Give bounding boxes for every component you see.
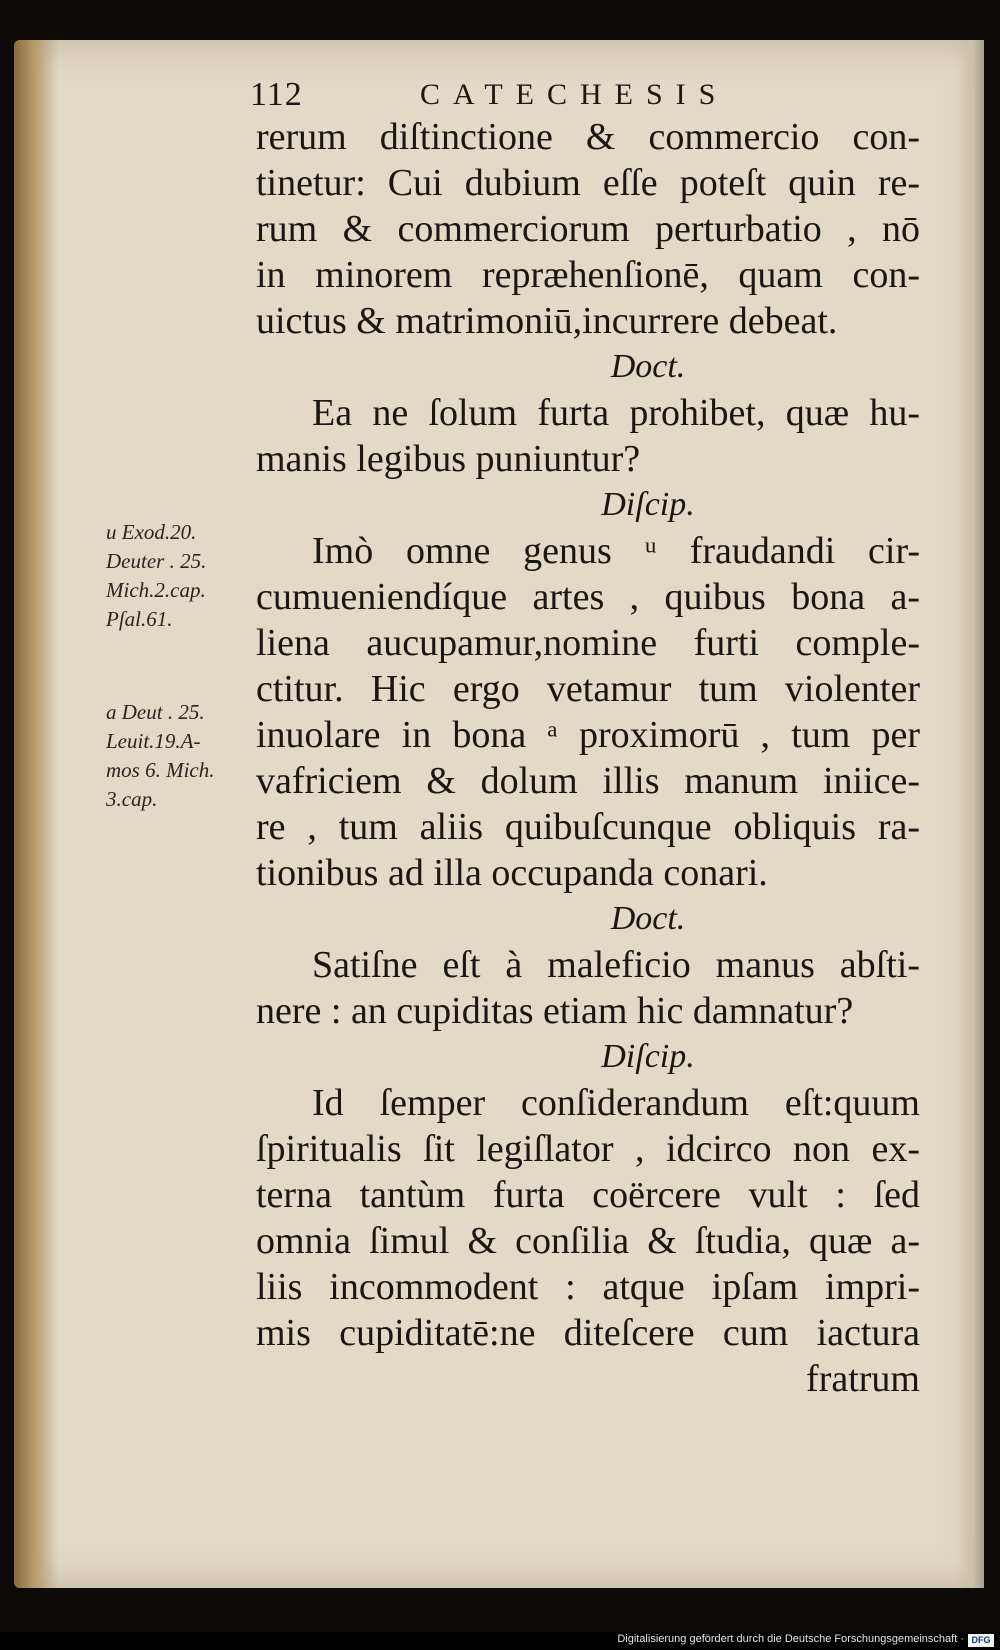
marginal-line: 3.cap.: [106, 787, 158, 811]
marginal-line: Mich.2.cap.: [106, 578, 206, 602]
speaker-label: Doct.: [610, 348, 686, 385]
catchword: fratrum: [806, 1358, 920, 1400]
text-line: liis incommodent : atque ipſam impri-: [256, 1266, 920, 1308]
text-line: vafriciem & dolum illis manum iniice-: [256, 760, 920, 802]
marginal-line: u Exod.20.: [106, 520, 197, 544]
text-line: terna tantùm furta coërcere vult : ſed: [256, 1174, 920, 1216]
text-line: tionibus ad illa occupanda conari.: [256, 852, 768, 894]
text-line: liena aucupamur,nomine furti comple-: [256, 622, 920, 664]
text-line: omnia ſimul & conſilia & ſtudia, quæ a-: [256, 1220, 920, 1262]
page-number: 112: [250, 76, 303, 113]
text-line: cumueniendíque artes , quibus bona a-: [256, 576, 920, 618]
speaker-label: Diſcip.: [601, 1038, 695, 1075]
marginal-line: Deuter . 25.: [106, 549, 207, 573]
text-line: tinetur: Cui dubium eſſe poteſt quin re-: [256, 162, 920, 204]
page-edge: [958, 40, 984, 1588]
text-line: Imò omne genus ᵘ fraudandi cir-: [312, 530, 920, 572]
text-line: rum & commerciorum perturbatio , nō: [256, 208, 920, 250]
marginal-line: mos 6. Mich.: [106, 758, 215, 782]
speaker-label: Diſcip.: [601, 486, 695, 523]
running-title: CATECHESIS: [420, 78, 729, 111]
speaker-label: Doct.: [610, 900, 686, 937]
text-line: rerum diſtinctione & commercio con-: [256, 116, 920, 158]
text-line: manis legibus puniuntur?: [256, 438, 641, 480]
marginal-line: Pſal.61.: [106, 607, 173, 631]
marginal-line: a Deut . 25.: [106, 700, 205, 724]
dfg-logo: DFG: [968, 1634, 994, 1647]
text-line: ctitur. Hic ergo vetamur tum violenter: [256, 668, 920, 710]
text-line: Ea ne ſolum furta prohibet, quæ hu-: [312, 392, 920, 434]
text-line: mis cupiditatē:ne diteſcere cum iactura: [256, 1312, 920, 1354]
text-line: re , tum aliis quibuſcunque obliquis ra-: [256, 806, 920, 848]
page-gutter: [14, 40, 58, 1588]
marginal-note-2: [106, 698, 256, 814]
text-line: Satiſne eſt à maleficio manus abſti-: [312, 944, 920, 986]
running-head: [250, 76, 950, 116]
text-line: nere : an cupiditas etiam hic damnatur?: [256, 990, 854, 1032]
digitization-credit: Digitalisierung gefördert durch die Deutsche Forschungsgemeinschaft ·: [617, 1633, 964, 1645]
text-line: in minorem repræhenſionē, quam con-: [256, 254, 920, 296]
marginal-line: Leuit.19.A-: [106, 729, 201, 753]
main-text: [256, 114, 920, 1402]
book-page: [14, 40, 984, 1588]
marginal-note-1: [106, 518, 256, 634]
text-line: uictus & matrimoniū,incurrere debeat.: [256, 300, 838, 342]
text-line: inuolare in bona ᵃ proximorū , tum per: [256, 714, 920, 756]
text-line: Id ſemper conſiderandum eſt:quum: [312, 1082, 920, 1124]
text-line: ſpiritualis ſit legiſlator , idcirco non ex-: [256, 1128, 920, 1170]
